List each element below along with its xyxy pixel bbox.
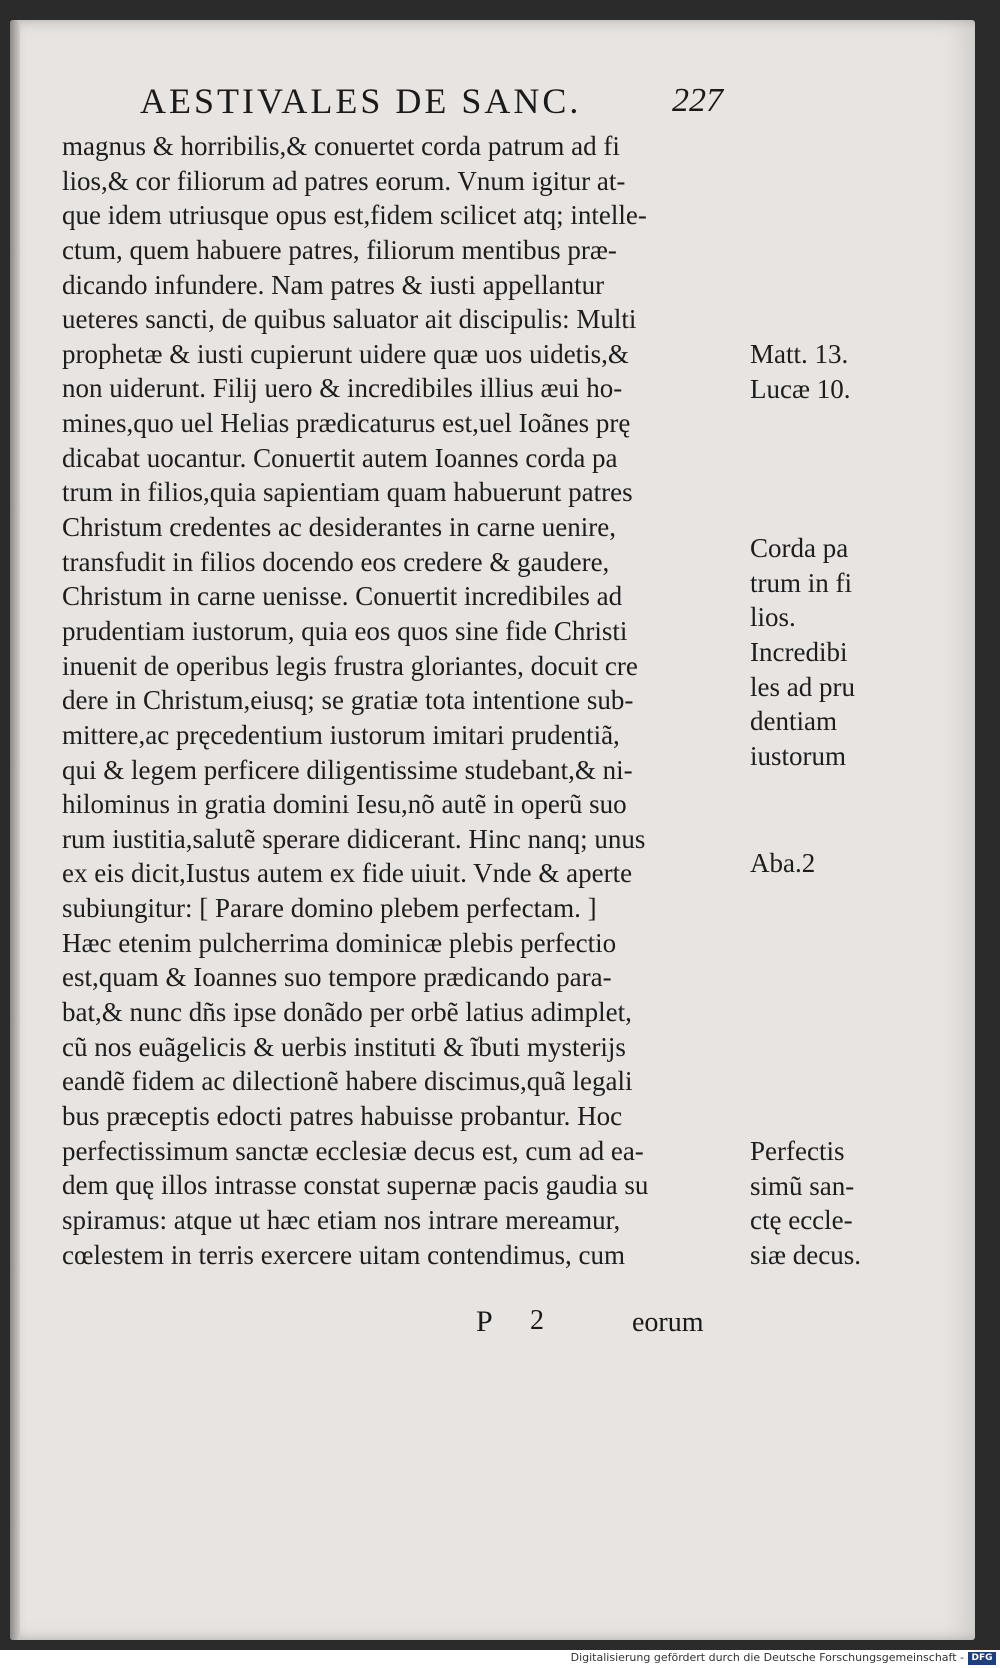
text-line: perfectissimum sanctæ ecclesiæ decus est, cum ad ea- [62, 1135, 644, 1166]
marginal-note: Lucæ 10. [750, 373, 851, 404]
text-line: prudentiam iustorum, quia eos quos sine fide Christi [62, 615, 628, 646]
running-head: AESTIVALES DE SANC. [140, 81, 582, 121]
text-line: que idem utriusque opus est,fidem scilicet atq; intelle- [62, 200, 647, 231]
marginal-note: siæ decus. [750, 1239, 861, 1270]
text-line: non uiderunt. Filij uero & incredibiles illius æui ho- [62, 373, 623, 404]
text-line: bat,& nunc dñs ipse donãdo per orbẽ latius adimplet, [62, 997, 632, 1028]
text-line: rum iustitia,salutẽ sperare didicerant. Hinc nanq; unus [62, 823, 646, 854]
marginal-note: Perfectis [750, 1135, 845, 1166]
dfg-logo-icon: DFG [968, 1652, 996, 1665]
text-line: bus præceptis edocti patres habuisse probantur. Hoc [62, 1100, 623, 1131]
marginal-note: dentiam [750, 706, 837, 737]
text-line: Christum credentes ac desiderantes in carne uenire, [62, 512, 617, 543]
text-line: dicando infundere. Nam patres & iusti appellantur [62, 269, 605, 300]
signature-mark: P [476, 1305, 493, 1338]
text-line: est,quam & Ioannes suo tempore prædicando para- [62, 962, 612, 993]
text-line: cœlestem in terris exercere uitam contendimus, cum [62, 1239, 626, 1270]
marginal-note: lios. [750, 602, 796, 633]
text-line: dicabat uocantur. Conuertit autem Ioannes corda pa [62, 442, 618, 473]
text-line: ueteres sancti, de quibus saluator ait discipulis: Multi [62, 304, 637, 335]
text-line: ex eis dicit,Iustus autem ex fide uiuit. Vnde & aperte [62, 858, 633, 889]
text-line: trum in filios,quia sapientiam quam habuerunt patres [62, 477, 633, 508]
text-line: dem quę illos intrasse constat supernæ pacis gaudia su [62, 1170, 649, 1201]
page-header [0, 80, 1000, 120]
text-line: dere in Christum,eiusq; se gratiæ tota intentione sub- [62, 685, 634, 716]
text-line: mines,quo uel Helias prædicaturus est,uel Ioãnes prę [62, 408, 631, 439]
marginal-note: ctę eccle- [750, 1205, 853, 1236]
marginal-note: Corda pa [750, 532, 849, 563]
marginal-note: trum in fi [750, 567, 852, 598]
text-line: hilominus in gratia domini Iesu,nõ autẽ in operũ suo [62, 789, 627, 820]
marginal-note: les ad pru [750, 671, 855, 702]
text-line: Hæc etenim pulcherrima dominicæ plebis perfectio [62, 927, 617, 958]
text-line: inuenit de operibus legis frustra gloriantes, docuit cre [62, 650, 638, 681]
text-line: cũ nos euãgelicis & uerbis instituti & ĩbuti mysterijs [62, 1031, 626, 1062]
marginal-note: Aba.2 [750, 848, 816, 879]
text-line: prophetæ & iusti cupierunt uidere quæ uos uidetis,& [62, 338, 629, 369]
text-line: spiramus: atque ut hæc etiam nos intrare mereamur, [62, 1204, 621, 1235]
text-line: lios,& cor filiorum ad patres eorum. Vnum igitur at- [62, 165, 626, 196]
text-line: transfudit in filios docendo eos credere & gaudere, [62, 546, 610, 577]
digitization-footer [0, 1650, 1000, 1668]
text-line: ctum, quem habuere patres, filiorum mentibus præ- [62, 234, 617, 265]
marginal-note: Matt. 13. [750, 338, 849, 369]
text-line: subiungitur: [ Parare domino plebem perfectam. ] [62, 893, 597, 924]
marginal-note: simũ san- [750, 1170, 855, 1201]
body-text [62, 129, 748, 1272]
dfg-credit: Digitalisierung gefördert durch die Deutsche Forschungsgemeinschaft - [570, 1651, 964, 1664]
text-line: mittere,ac pręcedentium iustorum imitari prudentiã, [62, 719, 620, 750]
text-line: qui & legem perficere diligentissime studebant,& ni- [62, 754, 633, 785]
marginal-note: iustorum [750, 740, 847, 771]
catchword: eorum [632, 1307, 704, 1338]
text-line: eandẽ fidem ac dilectionẽ habere discimus,quã legali [62, 1066, 633, 1097]
text-line: Christum in carne uenisse. Conuertit incredibiles ad [62, 581, 623, 612]
signature-number: 2 [530, 1305, 544, 1336]
text-line: magnus & horribilis,& conuertet corda patrum ad fi [62, 131, 620, 161]
marginal-note: Incredibi [750, 636, 848, 667]
page-number: 227 [672, 82, 723, 119]
